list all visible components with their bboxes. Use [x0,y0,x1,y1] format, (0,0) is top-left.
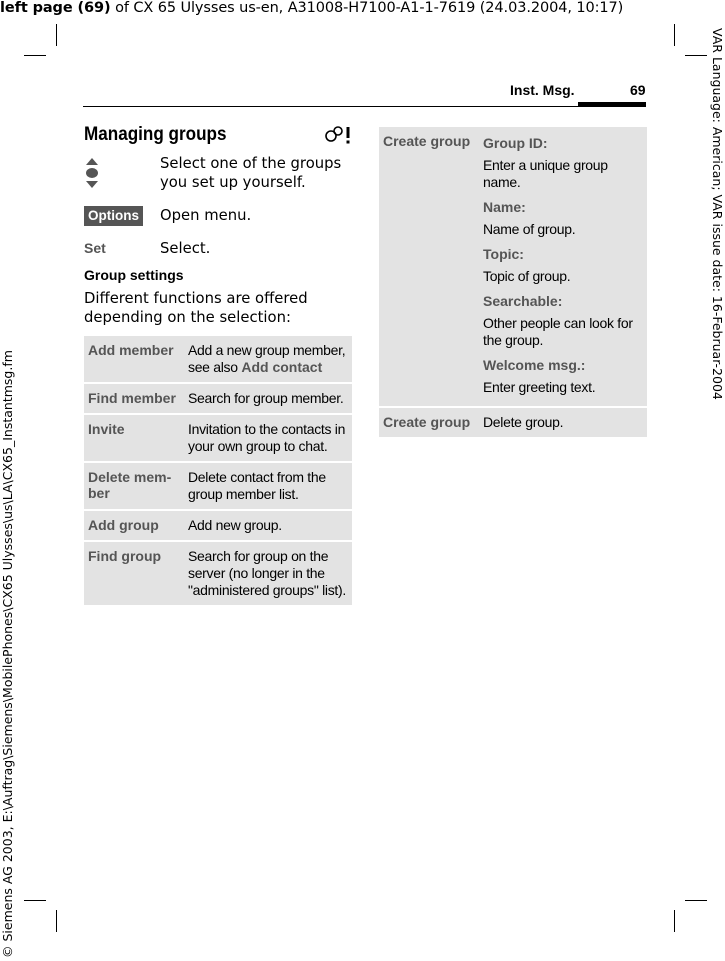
crop-mark [56,24,57,46]
step-select: Select. [160,240,211,257]
crop-mark [24,900,46,901]
create-group-table [379,127,647,439]
navigation-key-icon [85,158,99,188]
row-label: Create group [379,407,479,438]
table-row [379,127,647,407]
field-description: Enter a unique group name. [483,157,608,190]
set-softkey: Set [84,240,106,256]
row-description: Search for group member. [184,383,352,414]
file-header: left page (69) of CX 65 Ulysses us-en, A31008-H7100-A1-1-7619 (24.03.2004, 10:17) [0,0,624,16]
table-row [84,541,352,606]
phonebook-bullet-icon [324,124,354,146]
row-label: Delete mem- ber [84,462,184,510]
field-term: Name: [483,199,526,215]
row-label: Add member [84,336,184,383]
section-symbols [324,124,354,146]
table-row [379,407,647,438]
table-row [84,414,352,462]
row-label: Find member [84,383,184,414]
field-term: Group ID: [483,135,548,151]
row-description: Delete contact from the group member list. [184,462,352,510]
crop-mark [56,910,57,932]
row-description: Delete group. [479,407,647,438]
field-term: Topic: [483,246,524,262]
running-head-title: Inst. Msg. [510,82,575,98]
table-row [84,336,352,383]
crop-mark [674,910,675,932]
row-label: Add group [84,510,184,541]
intro-paragraph: Different functions are offered depending on the selection: [84,290,308,326]
crop-mark [685,900,707,901]
field-term: Searchable: [483,293,563,309]
header-rule-accent [578,102,646,106]
field-description: Enter greeting text. [483,379,596,395]
subheading-group-settings: Group settings [84,267,184,283]
row-label: Create group [379,127,479,407]
row-description [479,127,647,407]
options-softkey: Options [84,205,143,226]
step-select-group: Select one of the groups you set up yourself. [160,155,342,191]
group-functions-table [84,336,352,607]
field-term: Welcome msg.: [483,357,586,373]
row-label: Find group [84,541,184,606]
section-title: Managing groups [84,124,227,145]
field-description: Other people can look for the group. [483,315,633,348]
row-label: Invite [84,414,184,462]
field-description: Topic of group. [483,268,571,284]
crop-mark [685,55,707,56]
copyright-path-note: © Siemens AG 2003, E:\Auftrag\Siemens\MobilePhones\CX65 Ulysses\us\LA\CX65_Instantmsg.fm [0,350,15,958]
row-description: Search for group on the server (no longer in the "administered groups" list). [184,541,352,606]
header-rule [83,106,646,107]
crop-mark [24,55,46,56]
crop-mark [674,24,675,46]
row-description: Invitation to the contacts in your own group to chat. [184,414,352,462]
step-open-menu: Open menu. [160,207,252,224]
field-description: Name of group. [483,221,576,237]
page-number: 69 [630,82,646,98]
row-description: Add a new group member, see also Add contact [184,336,352,383]
table-row [84,510,352,541]
add-contact-reference: Add contact [241,359,323,375]
row-description: Add new group. [184,510,352,541]
var-language-note: VAR Language: American; VAR issue date: 16-Februar-2004 [710,28,725,400]
table-row [84,462,352,510]
table-row [84,383,352,414]
